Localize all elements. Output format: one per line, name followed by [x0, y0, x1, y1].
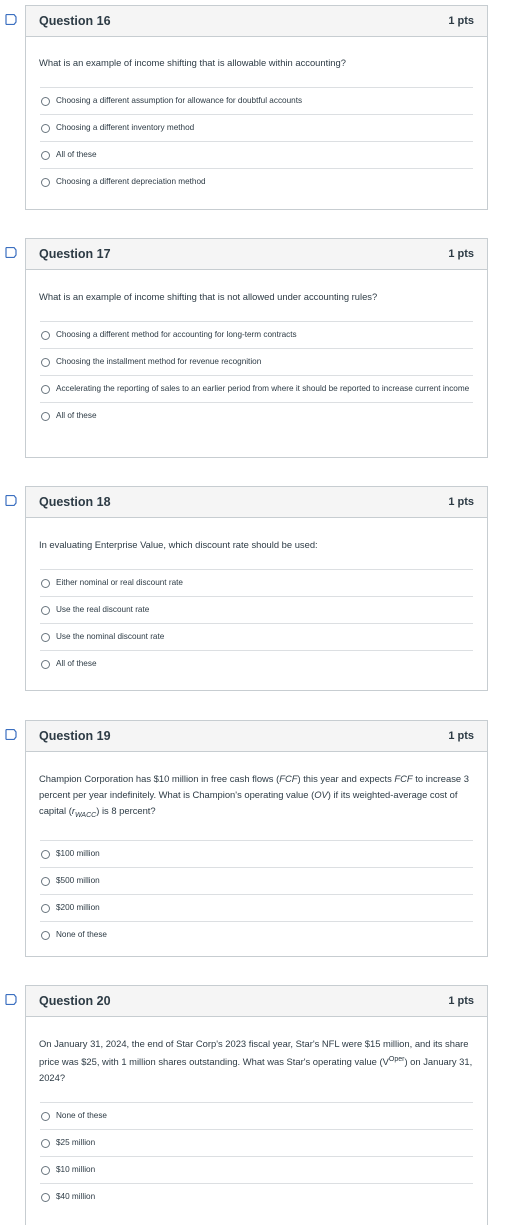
question-18: [25, 486, 488, 691]
flag-question-16-icon[interactable]: [5, 14, 17, 25]
answer-label: All of these: [56, 411, 97, 420]
answer-list: [40, 840, 473, 948]
answer-option[interactable]: [40, 922, 473, 948]
radio-button[interactable]: [41, 633, 50, 642]
question-20: [25, 985, 488, 1225]
radio-button[interactable]: [41, 606, 50, 615]
answer-label: Use the nominal discount rate: [56, 632, 165, 641]
answer-label: Either nominal or real discount rate: [56, 578, 183, 587]
question-text: On January 31, 2024, the end of Star Corp's 2023 fiscal year, Star's NFL were $15 million, and its share price was $25, with 1 million shares outstanding. What was Star's operating value $(V^{Oper})$ on January 31, 2024?: [39, 1038, 473, 1084]
answer-label: All of these: [56, 150, 97, 159]
answer-label: Choosing a different depreciation method: [56, 177, 206, 186]
answer-label: None of these: [56, 929, 107, 939]
flag-question-18-icon[interactable]: [5, 495, 17, 506]
radio-button[interactable]: [41, 97, 50, 106]
answer-option[interactable]: [40, 624, 473, 651]
question-points: 1 pts: [448, 248, 474, 260]
answer-list: [40, 87, 473, 195]
answer-option[interactable]: [40, 1184, 473, 1210]
radio-button[interactable]: [41, 1139, 50, 1148]
question-title: Question 20: [39, 994, 111, 1008]
answer-label: Choosing a different assumption for allowance for doubtful accounts: [56, 96, 303, 105]
radio-button[interactable]: [41, 1112, 50, 1121]
question-16: [25, 5, 488, 210]
question-title: Question 18: [39, 495, 111, 509]
radio-button[interactable]: [41, 1193, 50, 1202]
question-text: What is an example of income shifting that is allowable within accounting?: [39, 57, 346, 68]
answer-label: $100 million: [56, 848, 100, 858]
answer-option[interactable]: [40, 142, 473, 169]
flag-question-19-icon[interactable]: [5, 729, 17, 740]
question-header: [26, 6, 487, 37]
radio-button[interactable]: [41, 877, 50, 886]
question-title: Question 16: [39, 14, 111, 28]
question-points: 1 pts: [448, 730, 474, 742]
radio-button[interactable]: [41, 579, 50, 588]
answer-option[interactable]: [40, 868, 473, 895]
answer-option[interactable]: [40, 115, 473, 142]
radio-button[interactable]: [41, 660, 50, 669]
question-header: [26, 239, 487, 270]
answer-option[interactable]: [40, 1103, 473, 1130]
question-19: [25, 720, 488, 957]
answer-option[interactable]: [40, 597, 473, 624]
radio-button[interactable]: [41, 178, 50, 187]
question-text: In evaluating Enterprise Value, which discount rate should be used:: [39, 539, 318, 550]
question-points: 1 pts: [448, 995, 474, 1007]
answer-option[interactable]: [40, 403, 473, 429]
radio-button[interactable]: [41, 850, 50, 859]
question-header: [26, 721, 487, 752]
answer-option[interactable]: [40, 651, 473, 677]
radio-button[interactable]: [41, 151, 50, 160]
question-text: Champion Corporation has $10 million in free cash flows (FCF) this year and expects FCF to increase 3 percent per year indefinitely. What is Champion's operating value (OV) if its weighted-average cost of capital $(r_{WACC})$ is 8 percent?: [39, 773, 469, 819]
flag-question-20-icon[interactable]: [5, 994, 17, 1005]
answer-label: $200 million: [56, 902, 100, 912]
answer-list: [40, 321, 473, 429]
answer-option[interactable]: [40, 349, 473, 376]
answer-option[interactable]: [40, 570, 473, 597]
radio-button[interactable]: [41, 931, 50, 940]
answer-label: Choosing a different inventory method: [56, 123, 195, 132]
question-header: [26, 487, 487, 518]
answer-option[interactable]: [40, 841, 473, 868]
radio-button[interactable]: [41, 904, 50, 913]
answer-list: [40, 569, 473, 677]
answer-option[interactable]: [40, 322, 473, 349]
question-points: 1 pts: [448, 15, 474, 27]
answer-option[interactable]: [40, 169, 473, 195]
question-title: Question 19: [39, 729, 111, 743]
answer-option[interactable]: [40, 1157, 473, 1184]
answer-label: Accelerating the reporting of sales to an earlier period from where it should be reported to increase current income: [56, 384, 470, 393]
radio-button[interactable]: [41, 1166, 50, 1175]
radio-button[interactable]: [41, 124, 50, 133]
question-header: [26, 986, 487, 1017]
answer-label: None of these: [56, 1111, 107, 1121]
question-points: 1 pts: [448, 496, 474, 508]
answer-label: Use the real discount rate: [56, 605, 150, 614]
question-text: What is an example of income shifting that is not allowed under accounting rules?: [39, 291, 378, 302]
radio-button[interactable]: [41, 412, 50, 421]
radio-button[interactable]: [41, 385, 50, 394]
answer-label: $500 million: [56, 875, 100, 885]
radio-button[interactable]: [41, 358, 50, 367]
answer-option[interactable]: [40, 376, 473, 403]
question-title: Question 17: [39, 247, 111, 261]
answer-list: [40, 1102, 473, 1210]
answer-option[interactable]: [40, 88, 473, 115]
answer-label: Choosing a different method for accounting for long-term contracts: [56, 330, 297, 339]
radio-button[interactable]: [41, 331, 50, 340]
flag-question-17-icon[interactable]: [5, 247, 17, 258]
answer-label: Choosing the installment method for revenue recognition: [56, 357, 262, 366]
answer-label: $10 million: [56, 1165, 96, 1175]
question-17: [25, 238, 488, 458]
answer-label: $25 million: [56, 1138, 96, 1148]
answer-option[interactable]: [40, 1130, 473, 1157]
answer-label: All of these: [56, 659, 97, 668]
answer-label: $40 million: [56, 1192, 96, 1202]
answer-option[interactable]: [40, 895, 473, 922]
